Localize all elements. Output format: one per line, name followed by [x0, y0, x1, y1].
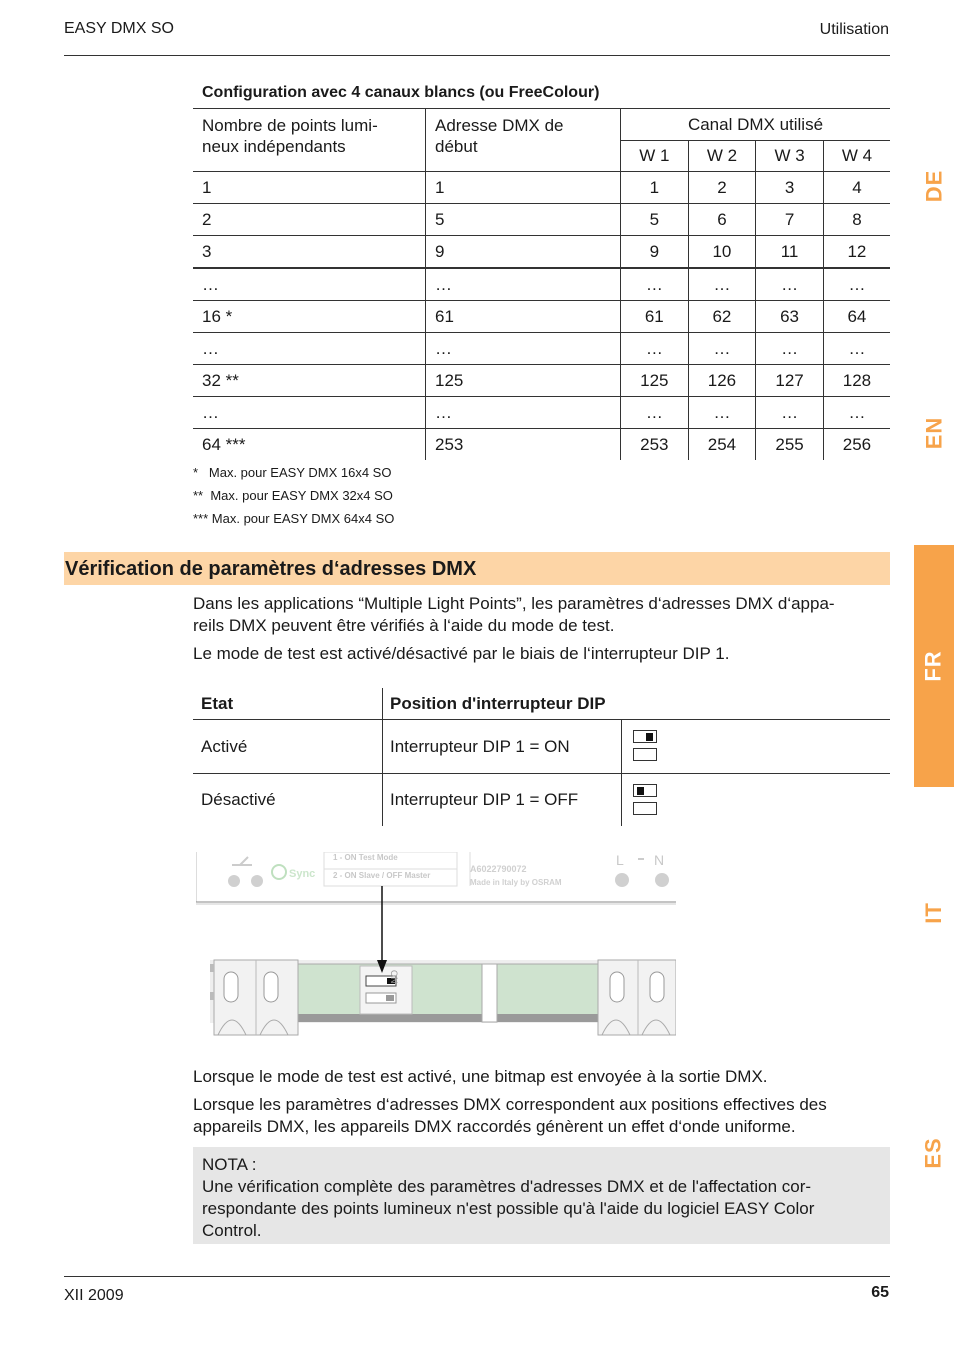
cell-channel-w2: …	[688, 268, 756, 301]
cell-channel-w4: …	[823, 333, 890, 365]
section-heading: Vérification de paramètres d‘adresses DMX	[64, 552, 890, 585]
dip-row-state: Désactivé	[201, 790, 276, 809]
cell-channel-w3: …	[756, 397, 824, 429]
dip-row-state: Activé	[201, 737, 248, 756]
dip-switch-2-icon	[633, 748, 657, 761]
col-header-w3: W 3	[756, 141, 824, 172]
cell-channel-w2: …	[688, 333, 756, 365]
cell-channel-w2: 254	[688, 429, 756, 461]
header-product: EASY DMX SO	[64, 20, 174, 37]
cell-channel-w4: 128	[823, 365, 890, 397]
cell-channel-w4: …	[823, 397, 890, 429]
lang-tab-en[interactable]: EN	[921, 416, 946, 449]
footnote-1: * Max. pour EASY DMX 16x4 SO	[193, 465, 392, 480]
cell-channel-w1: 253	[621, 429, 689, 461]
dip-row-position: Interrupteur DIP 1 = ON	[390, 737, 570, 756]
device-terminal-n: N	[654, 852, 665, 868]
dip-header-position: Position d'interrupteur DIP	[390, 694, 606, 713]
table-row	[193, 172, 890, 204]
cell-channel-w3: 127	[756, 365, 824, 397]
cell-channel-w1: 5	[621, 204, 689, 236]
lang-tab-fr[interactable]: FR	[914, 545, 954, 787]
section-paragraph-1: Dans les applications “Multiple Light Points”, les paramètres d‘adresses DMX d‘appa- reils DMX peuvent être vérifiés à l‘aide du mode de test.	[193, 594, 835, 635]
footer-date: XII 2009	[64, 1287, 124, 1304]
cell-channel-w1: …	[621, 333, 689, 365]
cell-points: 64 ***	[193, 429, 426, 461]
table1-caption: Configuration avec 4 canaux blancs (ou FreeColour)	[202, 84, 600, 101]
col-header-w2: W 2	[688, 141, 756, 172]
cell-channel-w3: 63	[756, 301, 824, 333]
table-row	[193, 236, 890, 269]
note-body: Une vérification complète des paramètres d'adresses DMX et de l'affectation cor- respondante des points lumineux n'est possible qu'à l'aide du logiciel EASY Color Control.	[202, 1177, 815, 1240]
cell-start-address: …	[426, 333, 621, 365]
cell-points: 16 *	[193, 301, 426, 333]
cell-points: 1	[193, 172, 426, 204]
table-row	[193, 268, 890, 301]
table-row	[193, 204, 890, 236]
table1-body	[193, 172, 890, 461]
table-row	[193, 397, 890, 429]
cell-channel-w2: 10	[688, 236, 756, 269]
footer-rule	[64, 1276, 890, 1277]
cell-channel-w4: 4	[823, 172, 890, 204]
col-header-points: Nombre de points lumi- neux indépendants	[202, 116, 378, 156]
cell-channel-w1: 1	[621, 172, 689, 204]
cell-channel-w3: 3	[756, 172, 824, 204]
cell-channel-w3: 255	[756, 429, 824, 461]
dip-table-rule-1	[193, 719, 890, 720]
cell-start-address: 1	[426, 172, 621, 204]
table-row	[193, 429, 890, 461]
device-terminal-l: L	[616, 852, 624, 868]
device-illustration	[196, 852, 676, 1036]
cell-channel-w1: 61	[621, 301, 689, 333]
cell-channel-w4: 256	[823, 429, 890, 461]
table-row	[193, 301, 890, 333]
device-label-test-mode: 1 - ON Test Mode	[333, 853, 398, 862]
footnote-3: *** Max. pour EASY DMX 64x4 SO	[193, 511, 395, 526]
section-paragraph-2: Le mode de test est activé/désactivé par le biais de l‘interrupteur DIP 1.	[193, 644, 730, 663]
device-label-slave-master: 2 - ON Slave / OFF Master	[333, 871, 431, 880]
col-header-address: Adresse DMX de début	[426, 109, 621, 172]
cell-channel-w4: 64	[823, 301, 890, 333]
cell-channel-w3: …	[756, 333, 824, 365]
col-header-w4: W 4	[823, 141, 890, 172]
cell-channel-w3: …	[756, 268, 824, 301]
cell-points: 2	[193, 204, 426, 236]
cell-channel-w1: 125	[621, 365, 689, 397]
cell-start-address: 9	[426, 236, 621, 269]
note-title: NOTA :	[202, 1155, 257, 1174]
lang-tab-it[interactable]: IT	[921, 901, 946, 924]
cell-start-address: 61	[426, 301, 621, 333]
cell-start-address: …	[426, 268, 621, 301]
note-box	[193, 1147, 890, 1244]
cell-points: …	[193, 333, 426, 365]
dip-table-vline-1	[382, 688, 383, 826]
dip-header-state: Etat	[201, 694, 234, 713]
cell-points: 32 **	[193, 365, 426, 397]
dip-switch-1-on-icon	[633, 730, 657, 743]
cell-channel-w2: 6	[688, 204, 756, 236]
table-row	[193, 333, 890, 365]
cell-channel-w1: …	[621, 268, 689, 301]
header-rule	[64, 55, 890, 56]
cell-start-address: 5	[426, 204, 621, 236]
cell-points: …	[193, 268, 426, 301]
cell-channel-w3: 7	[756, 204, 824, 236]
cell-points: 3	[193, 236, 426, 269]
cell-channel-w2: …	[688, 397, 756, 429]
dip-row-position: Interrupteur DIP 1 = OFF	[390, 790, 579, 809]
cell-channel-w4: 8	[823, 204, 890, 236]
cell-start-address: 125	[426, 365, 621, 397]
cell-channel-w2: 2	[688, 172, 756, 204]
cell-start-address: …	[426, 397, 621, 429]
cell-channel-w2: 62	[688, 301, 756, 333]
col-header-channel-group: Canal DMX utilisé	[621, 109, 891, 141]
dip-switch-1-off-icon	[633, 784, 657, 797]
dip-table-rule-2	[193, 773, 890, 774]
device-sync-label: Sync	[289, 868, 316, 880]
cell-points: …	[193, 397, 426, 429]
dip-on-label: ON	[389, 970, 399, 984]
address-table	[193, 109, 890, 460]
device-made-in: Made in Italy by OSRAM	[470, 878, 562, 887]
cell-channel-w2: 126	[688, 365, 756, 397]
col-header-w1: W 1	[621, 141, 689, 172]
lang-tab-es[interactable]: ES	[920, 1136, 946, 1169]
cell-start-address: 253	[426, 429, 621, 461]
table-row	[193, 365, 890, 397]
footnote-2: ** Max. pour EASY DMX 32x4 SO	[193, 488, 393, 503]
cell-channel-w3: 11	[756, 236, 824, 269]
dip-switch-2-icon	[633, 802, 657, 815]
cell-channel-w1: …	[621, 397, 689, 429]
cell-channel-w4: …	[823, 268, 890, 301]
after-paragraph-1: Lorsque le mode de test est activé, une bitmap est envoyée à la sortie DMX.	[193, 1067, 768, 1086]
cell-channel-w4: 12	[823, 236, 890, 269]
lang-tab-de[interactable]: DE	[921, 169, 946, 203]
cell-channel-w1: 9	[621, 236, 689, 269]
header-section: Utilisation	[819, 21, 889, 38]
page-number: 65	[871, 1284, 889, 1301]
dip-table	[193, 688, 890, 826]
after-paragraph-2: Lorsque les paramètres d‘adresses DMX correspondent aux positions effectives des appareils DMX, les appareils DMX raccordés génèrent un effet d‘onde uniforme.	[193, 1095, 827, 1136]
device-part-number: A6022790072	[470, 864, 527, 874]
